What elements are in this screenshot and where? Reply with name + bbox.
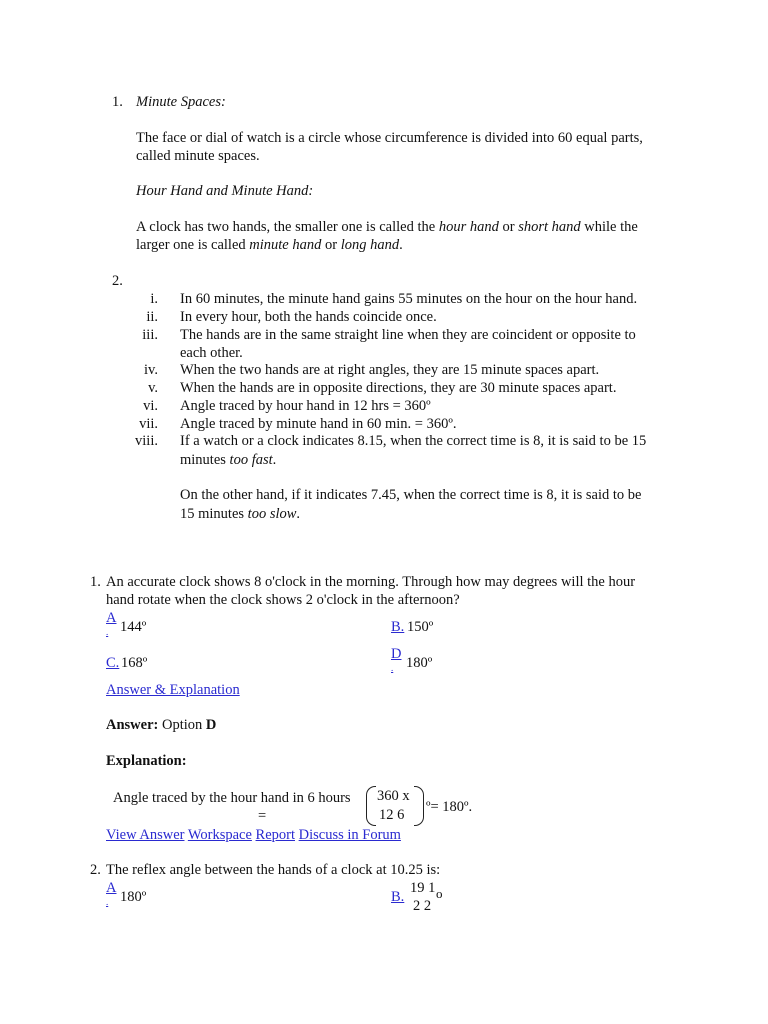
hands-text-line2: larger one is called minute hand or long hand.: [136, 237, 403, 253]
option-a-link[interactable]: A: [106, 610, 117, 626]
q2-option-a-dot[interactable]: .: [106, 897, 109, 907]
q2-option-b-frac-bottom: 2 2: [413, 898, 432, 914]
q2-option-a-link[interactable]: A: [106, 880, 117, 896]
rule-text-8-line3: On the other hand, if it indicates 7.45, when the correct time is 8, it is said to be: [180, 487, 642, 503]
explanation-equals: =: [258, 808, 267, 824]
rule-text-7: Angle traced by minute hand in 60 min. = 360º.: [180, 416, 457, 432]
rule-text-3: The hands are in the same straight line when they are coincident or opposite to: [180, 327, 636, 343]
workspace-link[interactable]: Workspace: [187, 827, 252, 843]
question-number-2: 2.: [90, 862, 101, 878]
rule-num-1: i.: [150, 291, 158, 307]
option-d-link[interactable]: D: [391, 646, 402, 662]
option-a-dot[interactable]: .: [106, 627, 109, 637]
rule-num-5: v.: [148, 380, 158, 396]
option-b-value: 150º: [407, 619, 434, 635]
rule-num-7: vii.: [139, 416, 158, 432]
option-d-value: 180º: [406, 655, 433, 671]
option-c-value: 168º: [121, 655, 148, 671]
option-d-dot[interactable]: .: [391, 663, 394, 673]
answer-line: Answer: Option D: [106, 717, 217, 733]
q2-option-b-frac-top: 19 1: [410, 880, 436, 896]
option-c-link[interactable]: C.: [106, 655, 120, 671]
minute-spaces-text-line1: The face or dial of watch is a circle whose circumference is divided into 60 equal parts,: [136, 130, 643, 146]
explanation-text: Angle traced by the hour hand in 6 hours: [113, 790, 351, 806]
answer-explanation-link[interactable]: Answer & Explanation: [106, 682, 240, 698]
question-number-1: 1.: [90, 574, 101, 590]
section-number-2: 2.: [112, 273, 123, 289]
fraction-numerator: 360 x: [377, 788, 410, 804]
minute-spaces-text-line2: called minute spaces.: [136, 148, 260, 164]
rule-text-3-cont: each other.: [180, 345, 243, 361]
rule-num-6: vi.: [143, 398, 158, 414]
question-1-actions: [106, 827, 401, 844]
explanation-label: Explanation:: [106, 753, 187, 769]
rule-text-8-line4: 15 minutes too slow.: [180, 506, 301, 522]
question-1-text-line1: An accurate clock shows 8 o'clock in the morning. Through how may degrees will the hour: [106, 574, 636, 590]
section-number-1: 1.: [112, 94, 123, 110]
hands-heading: Hour Hand and Minute Hand:: [136, 183, 314, 199]
discuss-in-forum-link[interactable]: Discuss in Forum: [298, 827, 401, 843]
rule-text-2: In every hour, both the hands coincide once.: [180, 309, 437, 325]
question-2-text: The reflex angle between the hands of a clock at 10.25 is:: [106, 862, 441, 878]
option-a-value: 144º: [120, 619, 147, 635]
report-link[interactable]: Report: [255, 827, 295, 843]
q2-option-a-value: 180º: [120, 889, 147, 905]
fraction-denominator: 12 6: [379, 807, 405, 823]
rule-num-8: viii.: [135, 433, 158, 449]
hands-text-line1: A clock has two hands, the smaller one is called the hour hand or short hand while the: [136, 219, 638, 235]
rule-text-6: Angle traced by hour hand in 12 hrs = 360º: [180, 398, 431, 414]
rule-text-1: In 60 minutes, the minute hand gains 55 minutes on the hour on the hour hand.: [180, 291, 638, 307]
minute-spaces-heading: Minute Spaces:: [136, 94, 226, 110]
option-b-link[interactable]: B.: [391, 619, 405, 635]
q2-option-b-degree: o: [436, 886, 443, 901]
rule-text-5: When the hands are in opposite directions, they are 30 minute spaces apart.: [180, 380, 617, 396]
explanation-result: º= 180º.: [426, 799, 473, 815]
rule-num-4: iv.: [144, 362, 158, 378]
rule-num-2: ii.: [146, 309, 158, 325]
rule-text-8: If a watch or a clock indicates 8.15, when the correct time is 8, it is said to be 15: [180, 433, 647, 449]
question-1-text-line2: hand rotate when the clock shows 2 o'clock in the afternoon?: [106, 592, 460, 608]
view-answer-link[interactable]: View Answer: [106, 827, 185, 843]
q2-option-b-link[interactable]: B.: [391, 889, 405, 905]
fraction-bracket: [366, 786, 424, 826]
rule-text-8-line2: minutes too fast.: [180, 452, 277, 468]
rule-text-4: When the two hands are at right angles, they are 15 minute spaces apart.: [180, 362, 600, 378]
rule-num-3: iii.: [142, 327, 158, 343]
